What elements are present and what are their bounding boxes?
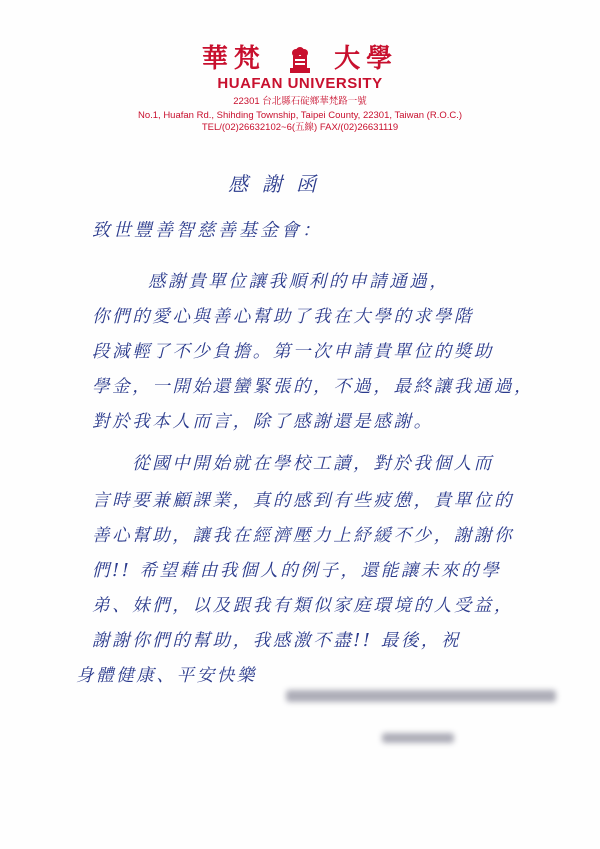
letter-line: 感謝貴單位讓我順利的申請通過， (148, 272, 450, 292)
letter-line: 謝謝你們的幫助，我感激不盡!! 最後，祝 (92, 631, 462, 651)
university-name-zh (0, 44, 600, 74)
letter-line: 學金，一開始還蠻緊張的，不過，最終讓我通過， (92, 377, 535, 397)
letter-heading: 感謝函 (228, 172, 330, 196)
letterhead-address-en: No.1, Huafan Rd., Shihding Township, Taipei County, 22301, Taiwan (R.O.C.) (137, 110, 463, 121)
letter-line: 從國中開始就在學校工讀，對於我個人而 (132, 454, 494, 474)
letter-line: 段減輕了不少負擔。第一次申請貴單位的獎助 (92, 342, 494, 362)
letterhead-zip-address: 22301 台北縣石碇鄉華梵路一號 (233, 96, 367, 107)
redacted-signature (286, 690, 556, 702)
letter-line: 們!! 希望藉由我個人的例子，還能讓未來的學 (92, 561, 502, 581)
redacted-date (382, 733, 454, 743)
letter-line: 言時要兼顧課業，真的感到有些疲憊，貴單位的 (92, 491, 515, 511)
letter-closing: 身體健康、平安快樂 (76, 666, 257, 686)
letter-line: 弟、妹們，以及跟我有類似家庭環境的人受益， (92, 596, 515, 616)
letter-salutation: 致世豐善智慈善基金會： (92, 220, 323, 241)
university-name-en: HUAFAN UNIVERSITY (217, 75, 383, 92)
university-name-zh-right: 大學 (334, 44, 399, 74)
university-seal-icon (287, 46, 313, 74)
letter-line: 善心幫助，讓我在經濟壓力上紓緩不少，謝謝你 (92, 526, 515, 546)
university-name-zh-left: 華梵 (201, 44, 266, 74)
letter-line: 對於我本人而言，除了感謝還是感謝。 (92, 412, 434, 432)
letterhead-tel-fax: TEL/(02)26632102~6(五線) FAX/(02)26631119 (201, 122, 399, 133)
letter-line: 你們的愛心與善心幫助了我在大學的求學階 (92, 307, 474, 327)
